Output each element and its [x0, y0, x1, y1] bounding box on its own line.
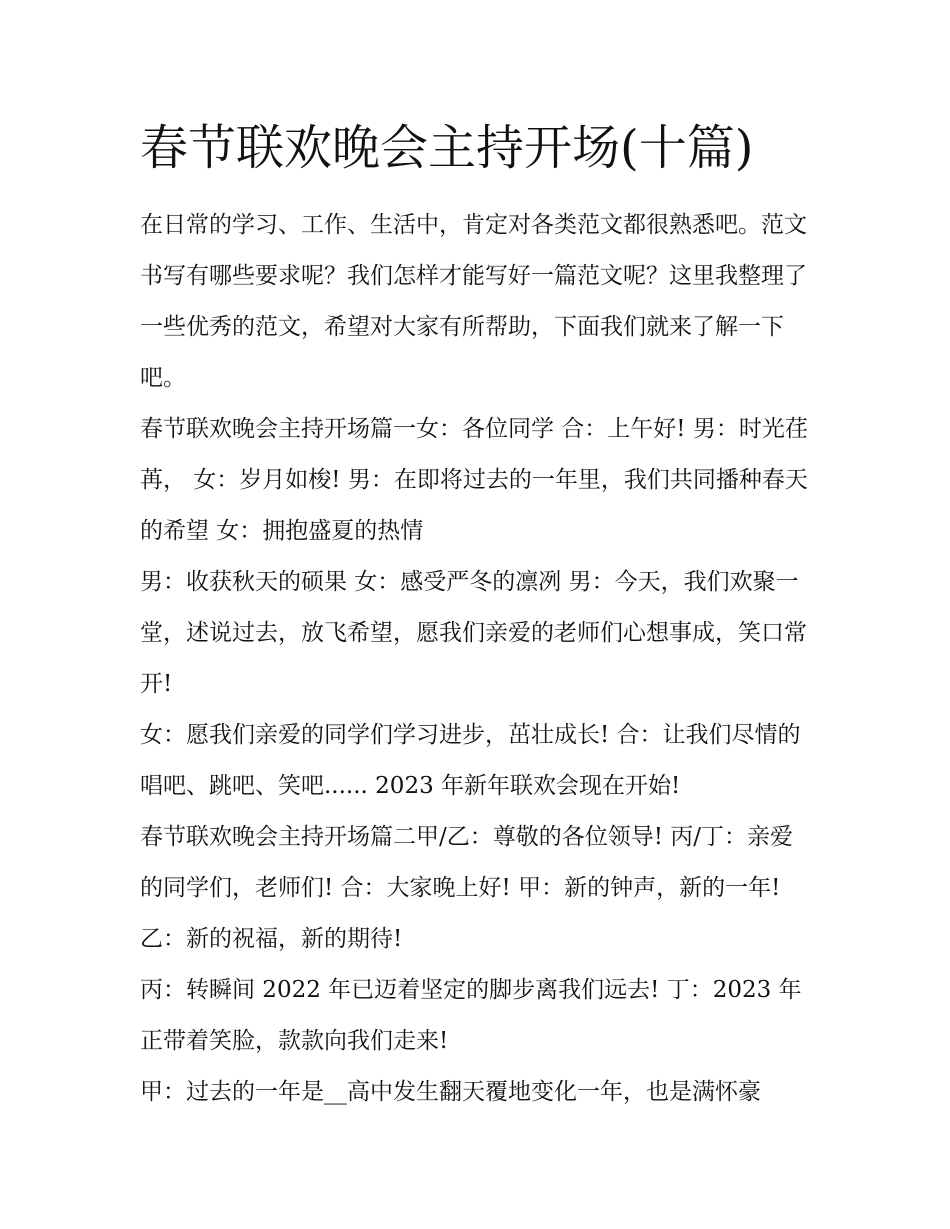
paragraph: 甲：过去的一年是__高中发生翻天覆地变化一年，也是满怀豪: [140, 1079, 761, 1105]
paragraph-part-one: 春节联欢晚会主持开场篇一女：各位同学 合：上午好! 男：时光荏苒， 女：岁月如梭! 男：在即将过去的一年里，我们共同播种春天的希望 女：拥抱盛夏的热情: [140, 416, 808, 544]
document-title: 春节联欢晚会主持开场(十篇): [140, 120, 754, 176]
paragraph: 男：收获秋天的硕果 女：感受严冬的凛冽 男：今天，我们欢聚一堂，述说过去，放飞希望，愿我们亲爱的老师们心想事成，笑口常开!: [140, 569, 807, 697]
paragraph: 丙：转瞬间 2022 年已迈着坚定的脚步离我们远去! 丁：2023 年正带着笑脸，款款向我们走来!: [140, 977, 802, 1054]
paragraph: 女：愿我们亲爱的同学们学习进步，茁壮成长! 合：让我们尽情的唱吧、跳吧、笑吧...... 2023 年新年联欢会现在开始!: [140, 722, 801, 799]
document-page: [140, 112, 812, 1118]
document-body: [140, 200, 812, 1118]
paragraph-intro: 在日常的学习、工作、生活中，肯定对各类范文都很熟悉吧。范文书写有哪些要求呢？我们怎样才能写好一篇范文呢？这里我整理了一些优秀的范文，希望对大家有所帮助，下面我们就来了解一下吧。: [140, 212, 807, 391]
paragraph-part-two: 春节联欢晚会主持开场篇二甲/乙：尊敬的各位领导! 丙/丁：亲爱的同学们，老师们! 合：大家晚上好! 甲：新的钟声，新的一年! 乙：新的祝福，新的期待!: [140, 824, 794, 952]
